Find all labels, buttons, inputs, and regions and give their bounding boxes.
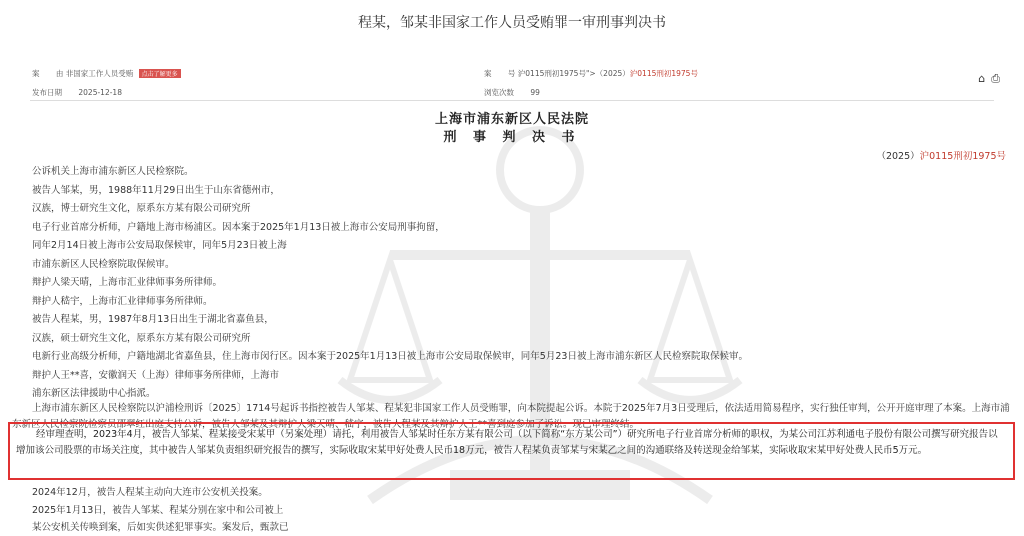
text-line: 辩护人梁天晴，上海市汇业律师事务所律师。	[32, 277, 223, 288]
meta-date: 发布日期 2025-12-18	[32, 88, 122, 97]
text-line: 汉族，博士研究生文化，原系东方某有限公司研究所	[32, 203, 251, 214]
text-line: 辩护人嵇宇，上海市汇业律师事务所律师。	[32, 296, 213, 307]
meta-views: 浏览次数 99	[484, 88, 540, 97]
text-line: 汉族，硕士研究生文化，原系东方某有限公司研究所	[32, 333, 251, 344]
text-line: 被告人邹某，男，1988年11月29日出生于山东省德州市，	[32, 185, 280, 196]
court-name: 上海市浦东新区人民法院	[434, 112, 589, 127]
text-line: 2025年1月13日，被告人邹某、程某分别在家中和公司被上	[32, 505, 284, 516]
text-line: 2024年12月，被告人程某主动向大连市公安机关投案。	[32, 487, 268, 498]
print-icon[interactable]: ⎙	[991, 72, 1000, 85]
judgment-type: 刑 事 判 决 书	[443, 130, 581, 145]
cause-value: 非国家工作人员受贿	[65, 69, 134, 78]
facts-paragraph: 经审理查明，2023年4月，被告人邹某、程某接受宋某甲（另案处理）请托，利用被告人邹某时任东方某有限公司（以下简称“东方某公司”）研究所电子行业首席分析师的职权，为某公司江苏利通电子股份有限公司撰写研究报告以增加该公司股票的市场关注度，其中被告人邹某负责组织研究报告的撰写，实际收取宋某甲好处费人民币18万元，被告人程某负责邹某与宋某乙之间的沟通联络及转送现金给邹某，实际收取宋某甲好处费人民币5万元。	[16, 429, 998, 456]
text-line: 电子行业首席分析师，户籍地上海市杨浦区。因本案于2025年1月13日被上海市公安局刑事拘留，	[32, 222, 445, 233]
text-line: 公诉机关上海市浦东新区人民检察院。	[32, 166, 194, 177]
highlighted-facts-box	[8, 422, 1015, 480]
toolbar-icons	[972, 72, 1000, 86]
document-title: 程某，邹某非国家工作人员受贿罪一审刑事判决书	[358, 15, 666, 31]
text-line: 同年2月14日被上海市公安局取保候审，同年5月23日被上海	[32, 240, 287, 251]
text-line: 被告人程某，男，1987年8月13日出生于湖北省嘉鱼县，	[32, 314, 274, 325]
prosecution-paragraph: 上海市浦东新区人民检察院以沪浦检刑诉〔2025〕1714号起诉书指控被告人邹某、程某犯非国家工作人员受贿罪，向本院提起公诉。本院于2025年7月3日受理后，依法适用简易程序，实行独任审判，公开开庭审理了本案。上海市浦东新区人民检察院检察员邵翠红出庭支持公诉，被告人邹某及其辩护人梁天晴、嵇宇，被告人程某及其辩护人王**喜到庭参加了诉讼。现已审理终结。	[12, 403, 1010, 430]
case-number: （2025）沪0115刑初1975号	[876, 151, 1006, 162]
text-line: 某公安机关传唤到案，后如实供述犯罪事实。案发后，甄款已	[32, 522, 289, 533]
text-line: 浦东新区法律援助中心指派。	[32, 388, 156, 399]
meta-case-number: 案 号 沪0115刑初1975号">（2025）沪0115刑初1975号	[484, 69, 698, 78]
text-line: 电新行业高级分析师，户籍地湖北省嘉鱼县，住上海市闵行区。因本案于2025年1月13日被上海市公安局取保候审，同年5月23日被上海市浦东新区人民检察院取保候审。	[32, 351, 748, 362]
meta-cause: 案 由 非国家工作人员受贿 点击了解更多	[32, 68, 181, 79]
header-divider	[30, 100, 994, 101]
text-line: 市浦东新区人民检察院取保候审。	[32, 259, 175, 270]
learn-more-tag[interactable]: 点击了解更多	[139, 69, 181, 78]
text-line: 辩护人王**喜，安徽润天（上海）律师事务所律师，上海市	[32, 370, 280, 381]
home-icon[interactable]: ⌂	[978, 72, 986, 85]
